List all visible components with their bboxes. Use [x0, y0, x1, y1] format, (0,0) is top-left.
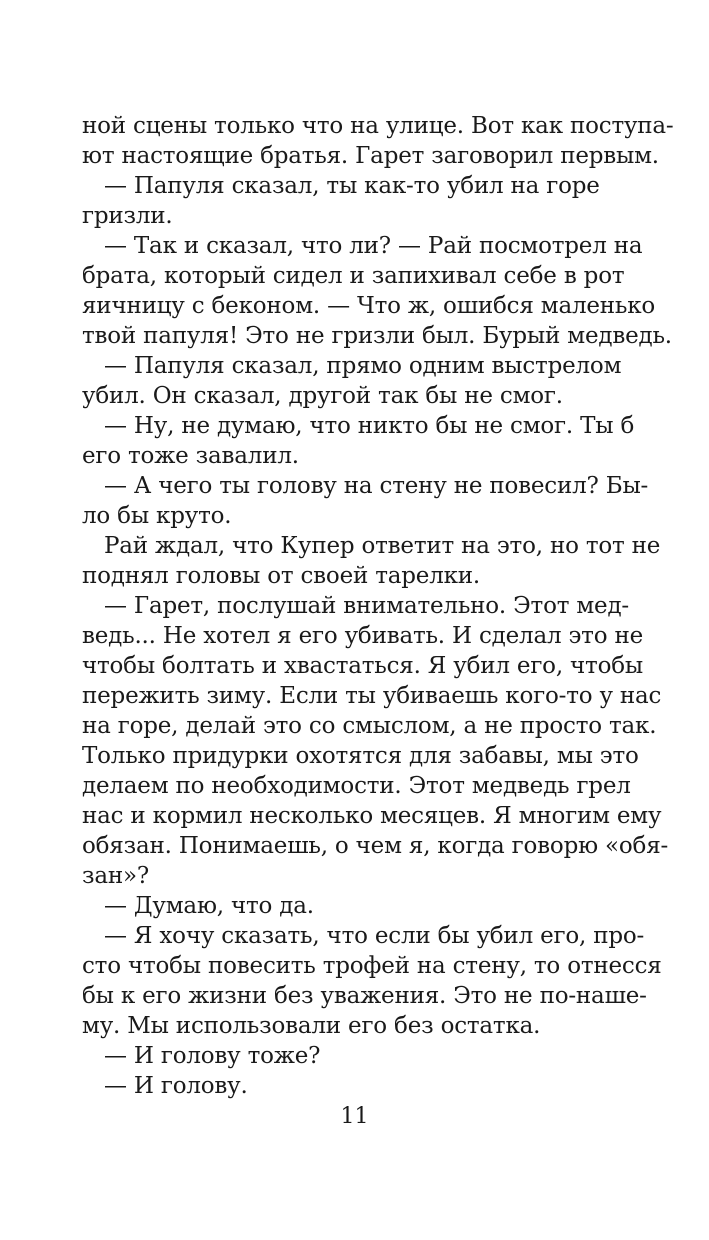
text-line: его тоже завалил.	[82, 443, 299, 469]
text-line: — Думаю, что да.	[104, 893, 314, 919]
text-line: ведь... Не хотел я его убивать. И сделал это не	[82, 623, 643, 649]
text-line: ной сцены только что на улице. Вот как поступа-	[82, 113, 674, 139]
text-line: обязан. Понимаешь, о чем я, когда говорю «обя-	[82, 833, 669, 859]
text-line: му. Мы использовали его без остатка.	[82, 1013, 541, 1039]
text-line: делаем по необходимости. Этот медведь грел	[82, 773, 631, 799]
text-line: — Я хочу сказать, что если бы убил его, про-	[104, 923, 645, 949]
text-line: на горе, делай это со смыслом, а не просто так.	[82, 713, 657, 739]
text-line: — Так и сказал, что ли? — Рай посмотрел на	[104, 233, 643, 259]
text-line: чтобы болтать и хвастаться. Я убил его, чтобы	[82, 653, 643, 679]
text-line: поднял головы от своей тарелки.	[82, 563, 481, 589]
text-line: гризли.	[82, 203, 173, 229]
text-line: Только придурки охотятся для забавы, мы это	[82, 743, 639, 769]
text-line: пережить зиму. Если ты убиваешь кого-то у нас	[82, 683, 662, 709]
text-line: ют настоящие братья. Гарет заговорил первым.	[82, 143, 659, 169]
text-line: — Ну, не думаю, что никто бы не смог. Ты б	[104, 413, 635, 439]
text-line: — И голову тоже?	[104, 1043, 321, 1069]
text-line: сто чтобы повесить трофей на стену, то отнесся	[82, 953, 662, 979]
text-line: бы к его жизни без уважения. Это не по-нашe-	[82, 983, 647, 1009]
page-body	[82, 111, 674, 1101]
text-line: брата, который сидел и запихивал себе в рот	[82, 263, 625, 289]
text-line: Рай ждал, что Купер ответит на это, но тот не	[104, 533, 661, 559]
text-line: яичницу с беконом. — Что ж, ошибся маленько	[82, 293, 656, 319]
text-line: убил. Он сказал, другой так бы не смог.	[82, 383, 563, 409]
page-number: 11	[340, 1104, 369, 1129]
text-line: нас и кормил несколько месяцев. Я многим ему	[82, 803, 662, 829]
text-line: — Гарет, послушай внимательно. Этот мед-	[104, 593, 629, 619]
text-line: — А чего ты голову на стену не повесил? Бы-	[104, 473, 649, 499]
text-line: зан»?	[82, 863, 149, 889]
text-line: — Папуля сказал, прямо одним выстрелом	[104, 353, 622, 379]
text-line: твой папуля! Это не гризли был. Бурый медведь.	[82, 323, 672, 349]
text-line: ло бы круто.	[82, 503, 232, 529]
text-line: — Папуля сказал, ты как-то убил на горе	[104, 173, 600, 199]
text-line: — И голову.	[104, 1073, 248, 1099]
